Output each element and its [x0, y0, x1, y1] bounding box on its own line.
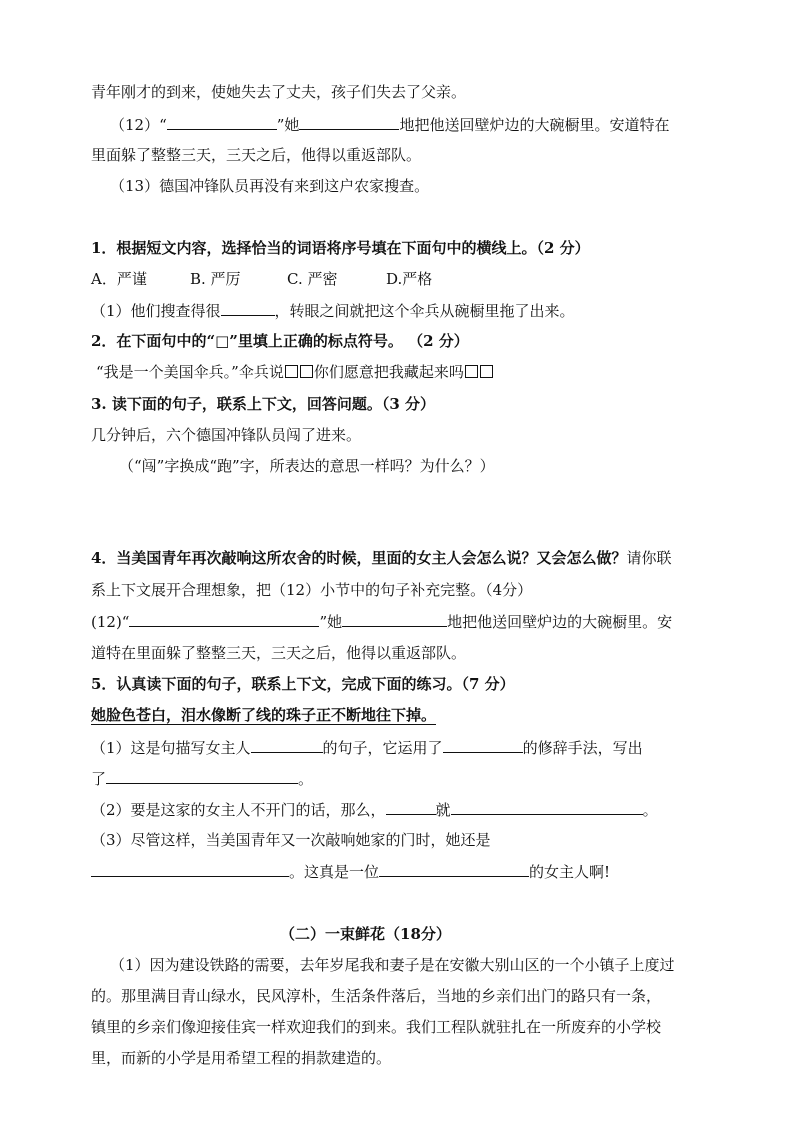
question-3-title: 3. 读下面的句子，联系上下文，回答问题。（3 分）: [91, 395, 436, 413]
option-c[interactable]: C. 严密: [287, 270, 338, 288]
question-4-title: [91, 548, 671, 568]
question-5-item-3-cont: [91, 861, 610, 882]
sentence-text: 的句子，它运用了: [322, 739, 443, 757]
sentence-text: 。: [642, 801, 658, 819]
question-3-prompt: （“闯”字换成“跑”字，所表达的意思一样吗？为什么？）: [119, 457, 495, 475]
sentence-text: （1）他们搜查得很: [91, 302, 221, 320]
question-1-options: [91, 269, 432, 289]
sentence-text: “我是一个美国伞兵。”伞兵说: [96, 363, 284, 381]
punctuation-box[interactable]: [480, 365, 493, 378]
question-4-line4: 道特在里面躲了整整三天，三天之后，他得以重返部队。: [91, 644, 467, 662]
sentence-text: 就: [435, 801, 451, 819]
question-5-title: 5．认真读下面的句子，联系上下文，完成下面的练习。（7 分）: [91, 675, 515, 693]
question-4-line2: 系上下文展开合理想象，把（12）小节中的句子补充完整。（4分）: [91, 581, 533, 599]
blank-line[interactable]: [106, 768, 298, 784]
passage-line: 青年刚才的到来，使她失去了丈夫，孩子们失去了父亲。: [91, 83, 467, 101]
quote-open: “: [159, 116, 167, 134]
blank-line[interactable]: [129, 611, 319, 627]
sentence-text: 了: [91, 770, 107, 788]
punctuation-box[interactable]: [300, 365, 313, 378]
passage-line: 里，而新的小学是用希望工程的捐款建造的。: [91, 1049, 392, 1067]
blank-line[interactable]: [221, 300, 275, 316]
question-2-sentence: [96, 362, 494, 382]
question-3-sentence: 几分钟后，六个德国冲锋队员闯了进来。: [91, 426, 362, 444]
question-5-item-2: [91, 799, 658, 820]
section-title: （二）一束鲜花（18分）: [280, 925, 451, 943]
question-5-sentence: [91, 705, 436, 725]
passage-line: （1）因为建设铁路的需要，去年岁尾我和妻子是在安徽大别山区的一个小镇子上度过: [110, 956, 675, 974]
question-1-title: 1．根据短文内容，选择恰当的词语将序号填在下面句中的横线上。（2 分）: [91, 239, 590, 257]
sentence-text: （2）要是这家的女主人不开门的话，那么，: [91, 801, 386, 819]
blank-line[interactable]: [167, 114, 277, 130]
passage-line: 镇里的乡亲们像迎接佳宾一样欢迎我们的到来。我们工程队就驻扎在一所废弃的小学校: [91, 1018, 662, 1036]
sentence-text: 你们愿意把我藏起来吗: [313, 363, 464, 381]
blank-line[interactable]: [451, 799, 643, 815]
quote-close: ”她: [276, 116, 300, 134]
blank-line[interactable]: [386, 799, 436, 815]
paragraph-text: 地把他送回壁炉边的大碗橱里。安道特在: [399, 116, 670, 134]
punctuation-box[interactable]: [465, 365, 478, 378]
blank-line[interactable]: [299, 114, 399, 130]
blank-line[interactable]: [91, 861, 289, 877]
punctuation-box[interactable]: [285, 365, 298, 378]
option-d[interactable]: D.严格: [386, 270, 433, 288]
question-5-item-1: [91, 737, 643, 758]
question-4-bold: 4．当美国青年再次敲响这所农舍的时候，里面的女主人会怎么说？又会怎么做？: [91, 549, 627, 567]
question-4-tail: 请你联: [626, 549, 672, 567]
passage-line: 的。那里满目青山绿水，民风淳朴，生活条件落后，当地的乡亲们出门的路只有一条，: [91, 987, 662, 1005]
question-5-item-3: （3）尽管这样，当美国青年又一次敲响她家的门时，她还是: [91, 831, 491, 849]
question-5-item-1-cont: [91, 768, 313, 789]
sentence-text: 。这真是一位: [289, 863, 380, 881]
sentence-text: 。: [298, 770, 314, 788]
question-4-sentence: [91, 611, 672, 632]
paragraph-number: （12）: [110, 116, 160, 134]
sentence-text: ，转眼之间就把这个伞兵从碗橱里拖了出来。: [274, 302, 575, 320]
blank-line[interactable]: [443, 737, 523, 753]
blank-line[interactable]: [379, 861, 529, 877]
option-a[interactable]: A．严谨: [91, 270, 147, 288]
paragraph-number: (12): [91, 613, 122, 631]
underlined-sentence: 她脸色苍白，泪水像断了线的珠子正不断地往下掉。: [91, 706, 437, 724]
quote-open: “: [121, 613, 130, 631]
blank-line[interactable]: [251, 737, 323, 753]
sentence-text: 的修辞手法，写出: [522, 739, 643, 757]
sentence-text: 地把他送回壁炉边的大碗橱里。安: [447, 613, 673, 631]
paragraph-13: （13）德国冲锋队员再没有来到这户农家搜查。: [110, 177, 430, 195]
passage-line: 里面躲了整整三天，三天之后，他得以重返部队。: [91, 146, 422, 164]
quote-close: ”她: [319, 613, 343, 631]
paragraph-12: [110, 114, 669, 135]
sentence-text: （1）这是句描写女主人: [91, 739, 251, 757]
question-2-title: 2．在下面句中的“□”里填上正确的标点符号。 （2 分）: [91, 332, 469, 350]
sentence-text: 的女主人啊!: [529, 863, 611, 881]
blank-line[interactable]: [342, 611, 447, 627]
option-b[interactable]: B. 严厉: [190, 270, 241, 288]
question-1-sentence: [91, 300, 575, 321]
